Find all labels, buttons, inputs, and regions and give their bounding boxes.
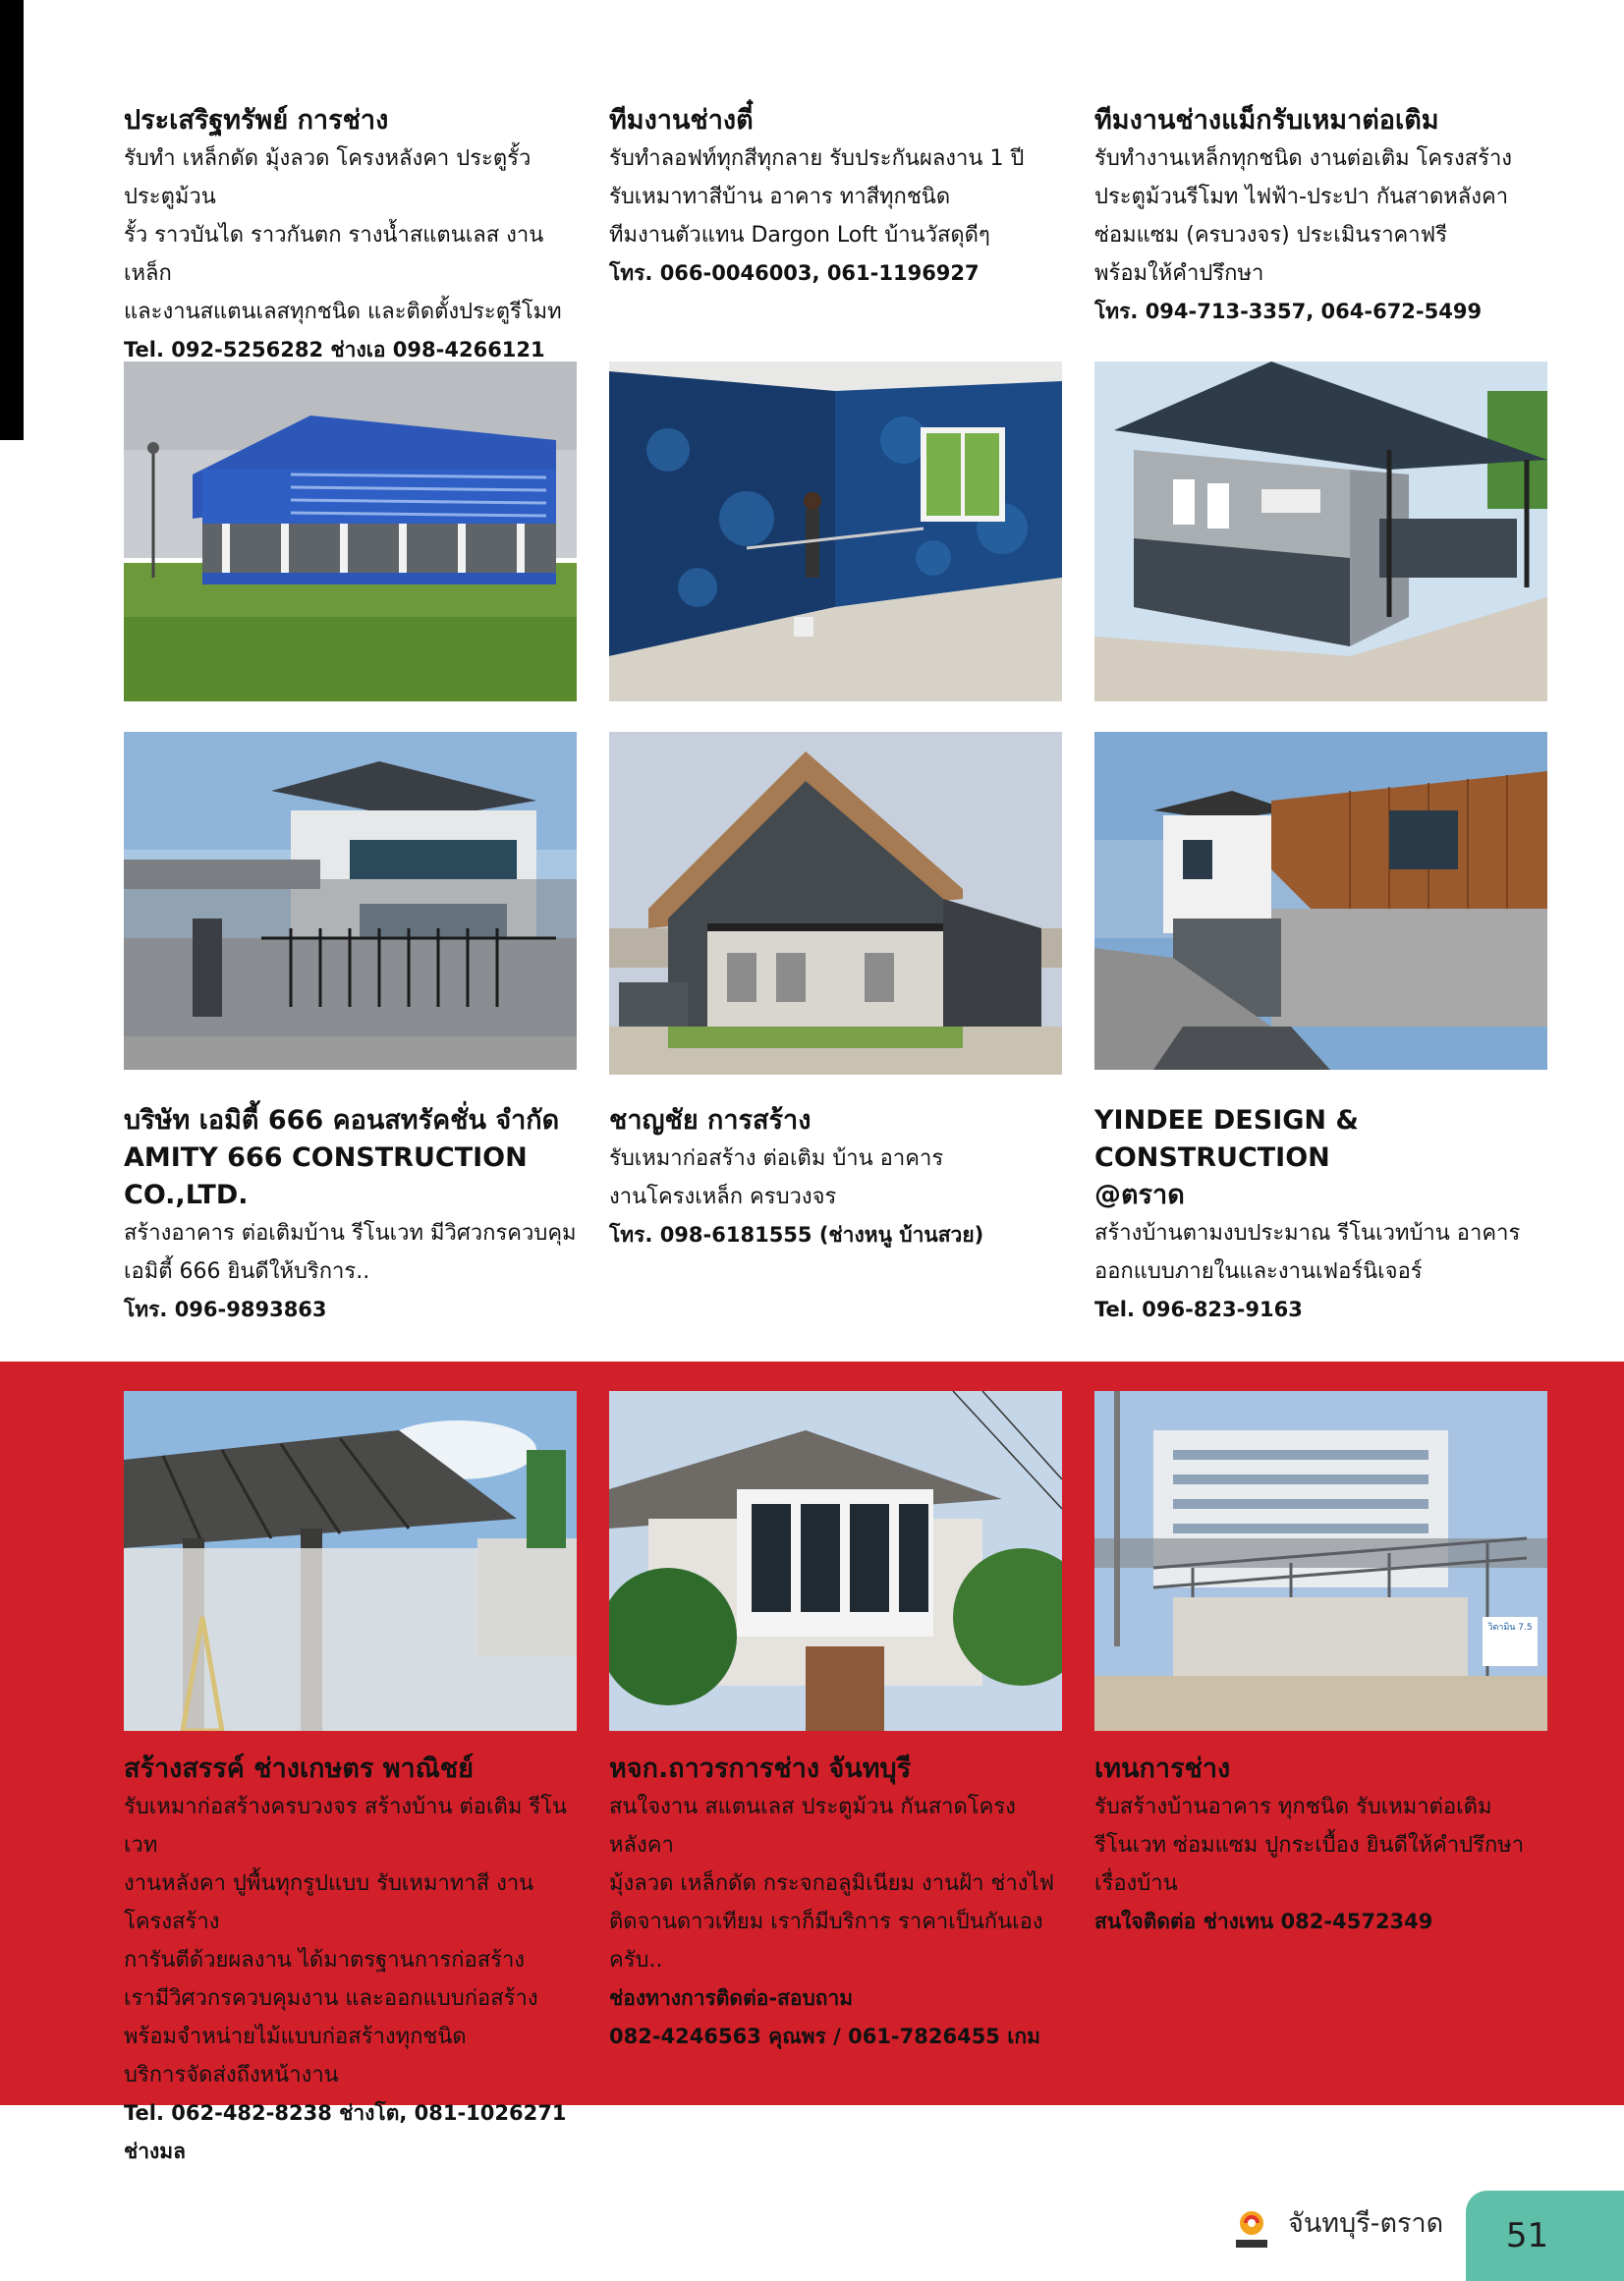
listing-desc-line: งานหลังคา ปูพื้นทุกรูปแบบ รับเหมาทาสี งานโครงสร้าง	[124, 1871, 534, 1934]
listing-contact: โทร. 066-0046003, 061-1196927	[609, 261, 980, 285]
photo-grey-house	[1094, 362, 1547, 701]
listing-team-mac	[1094, 102, 1548, 331]
listing-contact: ช่องทางการติดต่อ-สอบถาม	[609, 1986, 854, 2010]
listing-desc-line: รับเหมาก่อสร้างครบวงจร สร้างบ้าน ต่อเติม รีโนเวท	[124, 1795, 567, 1858]
listing-chanchai	[609, 1102, 1063, 1254]
listing-contact: โทร. 098-6181555 (ช่างหนู บ้านสวย)	[609, 1223, 984, 1247]
listing-desc-line: รับทำงานเหล็กทุกชนิด งานต่อเติม โครงสร้าง	[1094, 146, 1513, 171]
listing-title: ทีมงานช่างแม็กรับเหมาต่อเติม	[1094, 105, 1439, 136]
listing-desc-line: ทีมงานตัวแทน Dargon Loft บ้านวัสดุดีๆ	[609, 223, 990, 248]
listing-contact: Tel. 096-823-9163	[1094, 1298, 1303, 1321]
page-number-tab	[1466, 2191, 1624, 2281]
listing-desc-line: รับเหมาทาสีบ้าน อาคาร ทาสีทุกชนิด	[609, 185, 951, 209]
listing-contact: Tel. 092-5256282 ช่างเอ 098-4266121	[124, 338, 545, 362]
listing-title: @ตราด	[1094, 1180, 1185, 1210]
listing-desc-line: รั้ว ราวบันได ราวกันตก รางน้ำสแตนเลส งานเหล็ก	[124, 223, 544, 286]
black-side-bar	[0, 0, 24, 440]
listing-title: หจก.ถาวรการช่าง จันทบุรี	[609, 1753, 912, 1784]
listing-desc-line: ติดจานดาวเทียม เราก็มีบริการ ราคาเป็นกันเองครับ..	[609, 1910, 1043, 1973]
listing-title: เทนการช่าง	[1094, 1753, 1231, 1784]
listing-title: ทีมงานช่างตี๋	[609, 105, 754, 136]
listing-thaworn	[609, 1751, 1063, 2056]
listing-contact: 082-4246563 คุณพร / 061-7826455 เกม	[609, 2025, 1040, 2048]
listing-desc-line: การันตีด้วยผลงาน ได้มาตรฐานการก่อสร้าง	[124, 1948, 526, 1973]
photo-steel-structure-site	[1094, 1391, 1547, 1731]
listing-team-tee	[609, 102, 1063, 293]
listing-title: ประเสริฐทรัพย์ การช่าง	[124, 105, 389, 136]
photo-carport-steel	[124, 1391, 577, 1731]
listing-desc-line: รับสร้างบ้านอาคาร ทุกชนิด รับเหมาต่อเติม	[1094, 1795, 1492, 1819]
listing-desc-line: เอมิตี้ 666 ยินดีให้บริการ..	[124, 1259, 370, 1284]
listing-desc-line: สนใจงาน สแตนเลส ประตูม้วน กันสาดโครงหลังคา	[609, 1795, 1016, 1858]
listing-desc-line: ออกแบบภายในและงานเฟอร์นิเจอร์	[1094, 1259, 1423, 1284]
listing-contact: Tel. 062-482-8238 ช่างโต, 081-1026271 ช่างมล	[124, 2101, 567, 2163]
magazine-logo-icon	[1234, 2208, 1269, 2252]
photo-blue-warehouse	[124, 362, 577, 701]
footer-region: จันทบุรี-ตราด	[1288, 2208, 1444, 2239]
listing-desc-line: สร้างบ้านตามงบประมาณ รีโนเวทบ้าน อาคาร	[1094, 1221, 1521, 1246]
listing-title: สร้างสรรค์ ช่างเกษตร พาณิชย์	[124, 1753, 474, 1784]
listing-title: ชาญชัย การสร้าง	[609, 1105, 812, 1136]
listing-desc-line: ประตูม้วนรีโมท ไฟฟ้า-ประปา กันสาดหลังคา	[1094, 185, 1509, 209]
listing-desc-line: เรามีวิศวกรควบคุมงาน และออกแบบก่อสร้าง	[124, 1986, 538, 2011]
listing-desc-line: บริการจัดส่งถึงหน้างาน	[124, 2063, 339, 2087]
listing-desc-line: มุ้งลวด เหล็กดัด กระจกอลูมิเนียม งานฝ้า ช่างไฟ	[609, 1871, 1055, 1896]
listing-desc-line: พร้อมจำหน่ายไม้แบบก่อสร้างทุกชนิด	[124, 2025, 467, 2049]
photo-loft-wall	[609, 362, 1062, 701]
listing-contact: โทร. 094-713-3357, 064-672-5499	[1094, 300, 1483, 323]
photo-loft-house	[609, 732, 1062, 1075]
listing-desc-line: งานโครงเหล็ก ครบวงจร	[609, 1185, 837, 1209]
listing-desc-line: รีโนเวท ซ่อมแซม ปูกระเบื้อง ยินดีให้คำปรึกษาเรื่องบ้าน	[1094, 1833, 1525, 1896]
listing-title: YINDEE DESIGN & CONSTRUCTION	[1094, 1105, 1359, 1173]
page-number: 51	[1505, 2216, 1549, 2255]
listing-title: บริษัท เอมิตี้ 666 คอนสทรัคชั่น จำกัด	[124, 1105, 560, 1136]
listing-contact: สนใจติดต่อ ช่างเทน 082-4572349	[1094, 1910, 1433, 1933]
listing-desc-line: ซ่อมแซม (ครบวงจร) ประเมินราคาฟรี	[1094, 223, 1448, 248]
listing-desc-line: รับทำลอฟท์ทุกสีทุกลาย รับประกันผลงาน 1 ปี	[609, 146, 1025, 171]
listing-desc-line: พร้อมให้คำปรึกษา	[1094, 261, 1264, 286]
photo-aluminium-window-house	[609, 1391, 1062, 1731]
listing-contact: โทร. 096-9893863	[124, 1298, 327, 1321]
photo-modern-wood-house	[1094, 732, 1547, 1070]
listing-desc-line: สร้างอาคาร ต่อเติมบ้าน รีโนเวท มีวิศวกรควบคุม	[124, 1221, 577, 1246]
listing-desc-line: รับทำ เหล็กดัด มุ้งลวด โครงหลังคา ประตูรั้ว ประตูม้วน	[124, 146, 532, 209]
site-sign-text: วิตามิน 7.5	[1487, 1623, 1533, 1633]
photo-two-story-house	[124, 732, 577, 1070]
listing-ten	[1094, 1751, 1548, 1941]
listing-desc-line: รับเหมาก่อสร้าง ต่อเติม บ้าน อาคาร	[609, 1146, 944, 1171]
listing-sangsan	[124, 1751, 578, 2171]
listing-desc-line: และงานสแตนเลสทุกชนิด และติดตั้งประตูรีโมท	[124, 300, 562, 324]
listing-title: AMITY 666 CONSTRUCTION CO.,LTD.	[124, 1142, 528, 1210]
listing-yindee	[1094, 1102, 1548, 1329]
listing-amity	[124, 1102, 578, 1329]
